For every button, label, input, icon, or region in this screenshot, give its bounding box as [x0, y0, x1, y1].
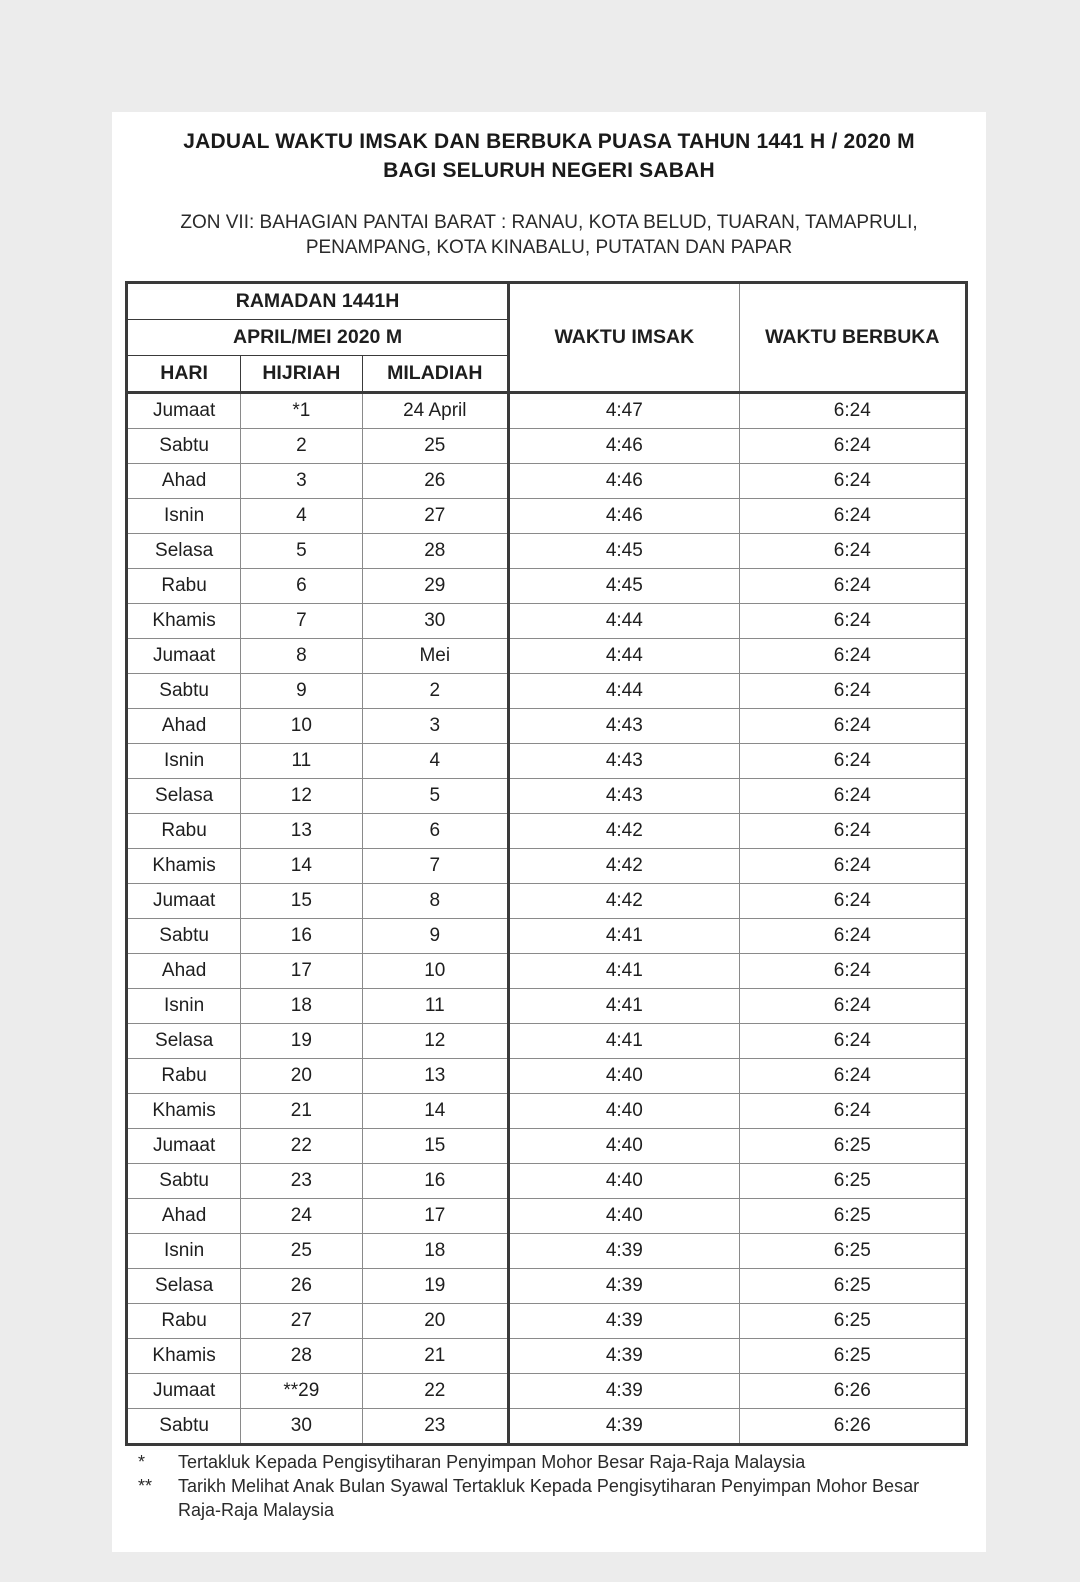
header-waktu-imsak: WAKTU IMSAK [509, 283, 739, 393]
header-waktu-berbuka: WAKTU BERBUKA [739, 283, 966, 393]
cell-hari: Ahad [127, 954, 241, 989]
document-page [112, 112, 986, 1552]
cell-waktu-berbuka: 6:24 [739, 674, 966, 709]
cell-miladiah: 6 [362, 814, 509, 849]
cell-hijriah: 16 [241, 919, 362, 954]
cell-hijriah: 17 [241, 954, 362, 989]
cell-waktu-berbuka: 6:24 [739, 393, 966, 429]
cell-hari: Isnin [127, 744, 241, 779]
cell-waktu-berbuka: 6:25 [739, 1269, 966, 1304]
cell-hari: Khamis [127, 849, 241, 884]
cell-hari: Jumaat [127, 1129, 241, 1164]
cell-waktu-imsak: 4:39 [509, 1374, 739, 1409]
cell-hari: Isnin [127, 499, 241, 534]
cell-miladiah: 27 [362, 499, 509, 534]
cell-miladiah: 4 [362, 744, 509, 779]
cell-hijriah: 5 [241, 534, 362, 569]
cell-waktu-berbuka: 6:24 [739, 1059, 966, 1094]
cell-waktu-berbuka: 6:24 [739, 709, 966, 744]
cell-hari: Sabtu [127, 1409, 241, 1445]
header-miladiah: MILADIAH [362, 356, 509, 393]
table-row [127, 919, 967, 954]
footnote-text: Tertakluk Kepada Pengisytiharan Penyimpan Mohor Besar Raja-Raja Malaysia [178, 1452, 806, 1472]
cell-waktu-imsak: 4:41 [509, 919, 739, 954]
cell-waktu-imsak: 4:40 [509, 1199, 739, 1234]
cell-hijriah: 28 [241, 1339, 362, 1374]
table-row [127, 604, 967, 639]
footnote-mark: * [138, 1452, 146, 1472]
cell-waktu-berbuka: 6:24 [739, 429, 966, 464]
cell-hari: Rabu [127, 569, 241, 604]
cell-miladiah: 15 [362, 1129, 509, 1164]
cell-waktu-imsak: 4:41 [509, 954, 739, 989]
table-row [127, 464, 967, 499]
cell-hijriah: *1 [241, 393, 362, 429]
cell-hari: Jumaat [127, 393, 241, 429]
cell-hijriah: 18 [241, 989, 362, 1024]
table-row [127, 393, 967, 429]
table-row [127, 1024, 967, 1059]
cell-hijriah: 20 [241, 1059, 362, 1094]
cell-miladiah: Mei [362, 639, 509, 674]
document-title: JADUAL WAKTU IMSAK DAN BERBUKA PUASA TAHUN 1441 H / 2020 M [183, 130, 915, 153]
cell-hari: Isnin [127, 1234, 241, 1269]
cell-miladiah: 12 [362, 1024, 509, 1059]
cell-miladiah: 22 [362, 1374, 509, 1409]
cell-waktu-berbuka: 6:24 [739, 954, 966, 989]
cell-waktu-imsak: 4:41 [509, 989, 739, 1024]
document-subtitle: BAGI SELURUH NEGERI SABAH [383, 159, 715, 182]
cell-miladiah: 13 [362, 1059, 509, 1094]
cell-waktu-berbuka: 6:24 [739, 499, 966, 534]
cell-waktu-berbuka: 6:24 [739, 639, 966, 674]
cell-hari: Isnin [127, 989, 241, 1024]
header-hari: HARI [127, 356, 241, 393]
footnote [136, 1450, 966, 1474]
cell-hari: Sabtu [127, 674, 241, 709]
cell-waktu-berbuka: 6:24 [739, 884, 966, 919]
cell-miladiah: 5 [362, 779, 509, 814]
cell-hari: Rabu [127, 814, 241, 849]
table-row [127, 709, 967, 744]
table-row [127, 1339, 967, 1374]
cell-miladiah: 29 [362, 569, 509, 604]
cell-hari: Khamis [127, 604, 241, 639]
cell-hijriah: **29 [241, 1374, 362, 1409]
cell-waktu-imsak: 4:42 [509, 884, 739, 919]
cell-hari: Jumaat [127, 1374, 241, 1409]
cell-waktu-berbuka: 6:25 [739, 1199, 966, 1234]
cell-waktu-berbuka: 6:25 [739, 1234, 966, 1269]
cell-hijriah: 15 [241, 884, 362, 919]
cell-waktu-berbuka: 6:24 [739, 989, 966, 1024]
header-hijriah: HIJRIAH [241, 356, 362, 393]
cell-hijriah: 6 [241, 569, 362, 604]
footnotes [136, 1450, 966, 1522]
cell-waktu-berbuka: 6:24 [739, 919, 966, 954]
cell-waktu-imsak: 4:44 [509, 639, 739, 674]
cell-waktu-imsak: 4:44 [509, 674, 739, 709]
cell-hijriah: 24 [241, 1199, 362, 1234]
cell-waktu-imsak: 4:43 [509, 744, 739, 779]
cell-miladiah: 2 [362, 674, 509, 709]
cell-hijriah: 2 [241, 429, 362, 464]
table-row [127, 849, 967, 884]
cell-waktu-berbuka: 6:24 [739, 1024, 966, 1059]
cell-waktu-berbuka: 6:25 [739, 1129, 966, 1164]
cell-hijriah: 19 [241, 1024, 362, 1059]
cell-waktu-berbuka: 6:25 [739, 1164, 966, 1199]
cell-hari: Sabtu [127, 919, 241, 954]
cell-waktu-imsak: 4:40 [509, 1129, 739, 1164]
schedule-body [127, 393, 967, 1445]
schedule-table [125, 281, 968, 1446]
cell-hari: Ahad [127, 464, 241, 499]
cell-miladiah: 26 [362, 464, 509, 499]
footnote-text: Tarikh Melihat Anak Bulan Syawal Tertakluk Kepada Pengisytiharan Penyimpan Mohor Besar Raja-Raja Malaysia [178, 1476, 920, 1520]
cell-hijriah: 3 [241, 464, 362, 499]
table-row [127, 674, 967, 709]
cell-waktu-imsak: 4:47 [509, 393, 739, 429]
cell-miladiah: 7 [362, 849, 509, 884]
cell-miladiah: 10 [362, 954, 509, 989]
cell-waktu-imsak: 4:45 [509, 534, 739, 569]
cell-miladiah: 8 [362, 884, 509, 919]
cell-miladiah: 30 [362, 604, 509, 639]
cell-waktu-berbuka: 6:24 [739, 1094, 966, 1129]
table-row [127, 1269, 967, 1304]
cell-waktu-imsak: 4:45 [509, 569, 739, 604]
cell-waktu-berbuka: 6:24 [739, 779, 966, 814]
table-row [127, 954, 967, 989]
cell-miladiah: 3 [362, 709, 509, 744]
cell-waktu-imsak: 4:46 [509, 429, 739, 464]
cell-waktu-berbuka: 6:24 [739, 744, 966, 779]
zone-description-line-2: PENAMPANG, KOTA KINABALU, PUTATAN DAN PAPAR [305, 237, 793, 258]
cell-hari: Khamis [127, 1339, 241, 1374]
cell-waktu-imsak: 4:39 [509, 1234, 739, 1269]
cell-miladiah: 14 [362, 1094, 509, 1129]
table-row [127, 1199, 967, 1234]
table-row [127, 1304, 967, 1339]
cell-waktu-berbuka: 6:24 [739, 849, 966, 884]
cell-waktu-imsak: 4:39 [509, 1269, 739, 1304]
table-row [127, 1059, 967, 1094]
cell-miladiah: 16 [362, 1164, 509, 1199]
cell-hijriah: 7 [241, 604, 362, 639]
cell-hari: Selasa [127, 1024, 241, 1059]
cell-hari: Jumaat [127, 639, 241, 674]
cell-hijriah: 27 [241, 1304, 362, 1339]
cell-waktu-berbuka: 6:24 [739, 814, 966, 849]
cell-waktu-berbuka: 6:26 [739, 1409, 966, 1445]
cell-hari: Selasa [127, 534, 241, 569]
table-row [127, 1164, 967, 1199]
table-row [127, 1129, 967, 1164]
table-row [127, 744, 967, 779]
table-row [127, 569, 967, 604]
cell-waktu-berbuka: 6:24 [739, 604, 966, 639]
cell-waktu-imsak: 4:40 [509, 1094, 739, 1129]
cell-hari: Rabu [127, 1059, 241, 1094]
cell-waktu-berbuka: 6:26 [739, 1374, 966, 1409]
cell-miladiah: 11 [362, 989, 509, 1024]
table-row [127, 1409, 967, 1445]
cell-waktu-imsak: 4:42 [509, 814, 739, 849]
table-row [127, 499, 967, 534]
cell-hari: Rabu [127, 1304, 241, 1339]
cell-hijriah: 9 [241, 674, 362, 709]
cell-miladiah: 25 [362, 429, 509, 464]
cell-waktu-imsak: 4:43 [509, 779, 739, 814]
cell-waktu-imsak: 4:46 [509, 499, 739, 534]
cell-waktu-imsak: 4:40 [509, 1059, 739, 1094]
table-row [127, 1094, 967, 1129]
table-row [127, 779, 967, 814]
cell-waktu-imsak: 4:40 [509, 1164, 739, 1199]
cell-hari: Ahad [127, 1199, 241, 1234]
cell-waktu-imsak: 4:46 [509, 464, 739, 499]
header-ramadan: RAMADAN 1441H [127, 283, 509, 320]
cell-waktu-berbuka: 6:25 [739, 1304, 966, 1339]
cell-waktu-imsak: 4:42 [509, 849, 739, 884]
footnote-mark: ** [138, 1476, 153, 1496]
cell-waktu-berbuka: 6:25 [739, 1339, 966, 1374]
cell-hari: Khamis [127, 1094, 241, 1129]
cell-hijriah: 23 [241, 1164, 362, 1199]
cell-hijriah: 11 [241, 744, 362, 779]
cell-hijriah: 25 [241, 1234, 362, 1269]
table-row [127, 989, 967, 1024]
table-row [127, 1374, 967, 1409]
cell-waktu-berbuka: 6:24 [739, 534, 966, 569]
cell-waktu-imsak: 4:39 [509, 1304, 739, 1339]
cell-miladiah: 23 [362, 1409, 509, 1445]
cell-hari: Sabtu [127, 1164, 241, 1199]
cell-miladiah: 21 [362, 1339, 509, 1374]
footnote [136, 1474, 966, 1522]
cell-hijriah: 30 [241, 1409, 362, 1445]
cell-hijriah: 14 [241, 849, 362, 884]
cell-hijriah: 22 [241, 1129, 362, 1164]
cell-hijriah: 26 [241, 1269, 362, 1304]
cell-miladiah: 18 [362, 1234, 509, 1269]
cell-hijriah: 4 [241, 499, 362, 534]
cell-hijriah: 21 [241, 1094, 362, 1129]
cell-miladiah: 17 [362, 1199, 509, 1234]
cell-miladiah: 20 [362, 1304, 509, 1339]
cell-waktu-imsak: 4:39 [509, 1339, 739, 1374]
cell-miladiah: 9 [362, 919, 509, 954]
cell-hari: Ahad [127, 709, 241, 744]
cell-waktu-berbuka: 6:24 [739, 464, 966, 499]
table-row [127, 429, 967, 464]
cell-miladiah: 28 [362, 534, 509, 569]
table-row [127, 884, 967, 919]
cell-hari: Sabtu [127, 429, 241, 464]
table-row [127, 534, 967, 569]
cell-hari: Selasa [127, 1269, 241, 1304]
cell-hijriah: 13 [241, 814, 362, 849]
cell-hijriah: 10 [241, 709, 362, 744]
table-row [127, 814, 967, 849]
cell-hijriah: 8 [241, 639, 362, 674]
cell-hari: Jumaat [127, 884, 241, 919]
cell-hari: Selasa [127, 779, 241, 814]
table-row [127, 639, 967, 674]
cell-miladiah: 19 [362, 1269, 509, 1304]
table-row [127, 1234, 967, 1269]
cell-waktu-imsak: 4:39 [509, 1409, 739, 1445]
header-month: APRIL/MEI 2020 M [127, 320, 509, 356]
cell-waktu-berbuka: 6:24 [739, 569, 966, 604]
cell-waktu-imsak: 4:43 [509, 709, 739, 744]
cell-waktu-imsak: 4:44 [509, 604, 739, 639]
zone-description-line-1: ZON VII: BAHAGIAN PANTAI BARAT : RANAU, KOTA BELUD, TUARAN, TAMAPRULI, [180, 212, 918, 233]
cell-hijriah: 12 [241, 779, 362, 814]
cell-miladiah: 24 April [362, 393, 509, 429]
cell-waktu-imsak: 4:41 [509, 1024, 739, 1059]
